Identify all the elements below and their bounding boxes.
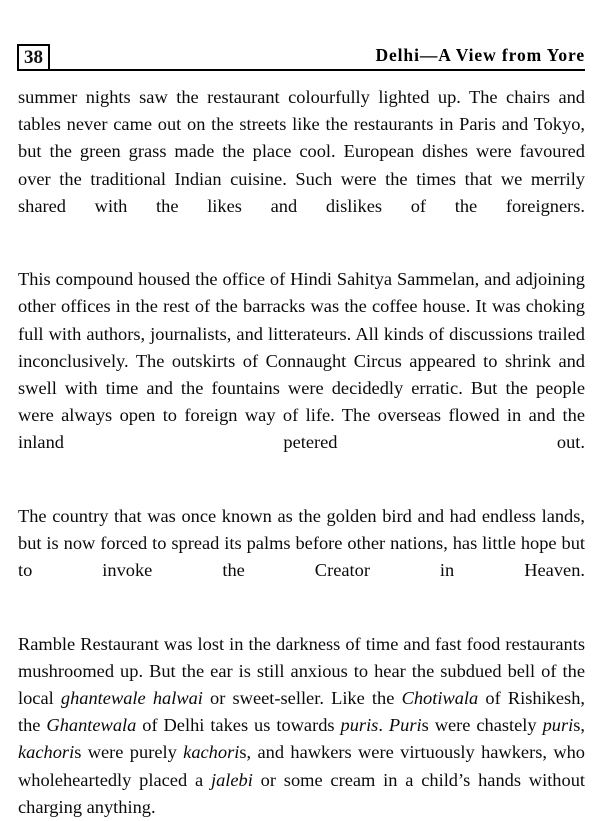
italic-term: kachori xyxy=(183,742,240,763)
page-number-box xyxy=(17,44,50,71)
italic-term: puris xyxy=(340,715,379,736)
italic-term: Chotiwala xyxy=(401,688,479,709)
text-run: or some cream in a child’s hands without charging anything. xyxy=(18,769,585,817)
running-head-title: Delhi—A View from Yore xyxy=(375,45,585,65)
text-run: of Delhi takes us towards xyxy=(136,715,341,736)
page-number: 38 xyxy=(24,47,43,68)
header-rule xyxy=(17,69,585,71)
paragraph: The country that was once known as the golden bird and had endless lands, but is now forced to spread its palms before other nations, has little hope but to invoke the Creator in Heaven. xyxy=(18,505,585,581)
italic-term: jalebi xyxy=(210,769,253,790)
paragraph: summer nights saw the restaurant colourfully lighted up. The chairs and tables never came out on the streets like the restaurants in Paris and Tokyo, but the green grass made the place cool. European dishes were favoured over the traditional Indian cuisine. Such were the times that we merrily shared with the likes and dislikes of the foreigners. xyxy=(18,87,585,216)
paragraph xyxy=(18,631,585,821)
text-run: s, and hawkers were virtuously hawkers, who wholeheartedly placed a xyxy=(18,742,585,790)
text-run: s were purely xyxy=(74,742,184,763)
italic-term: Puri xyxy=(388,715,422,736)
paragraph: This compound housed the office of Hindi Sahitya Sammelan, and adjoining other offices in the rest of the barracks was the coffee house. It was choking full with authors, journalists, and litterateurs. All kinds of discussions trailed inconclusively. The outskirts of Connaught Circus appeared to shrink and swell with time and the fountains were decidedly erratic. But the people were always open to foreign way of life. The overseas flowed in and the inland petered out. xyxy=(18,269,585,453)
text-run: s, xyxy=(573,715,585,736)
italic-term: puri xyxy=(542,715,574,736)
italic-term: kachori xyxy=(18,742,75,763)
text-run: . xyxy=(378,715,389,736)
text-run: or sweet-seller. Like the xyxy=(202,688,402,709)
text-run: Ramble Restaurant was lost in the darkness of time and fast food restaurants mushroomed up. But the ear is still anxious to hear the subdued bell of the local xyxy=(18,633,585,709)
page-body xyxy=(18,84,585,821)
italic-term: ghantewale halwai xyxy=(60,688,203,709)
text-run: of Rishikesh, the xyxy=(18,688,585,736)
running-head xyxy=(17,44,585,78)
italic-term: Ghantewala xyxy=(46,715,137,736)
text-run: s were chastely xyxy=(421,715,543,736)
